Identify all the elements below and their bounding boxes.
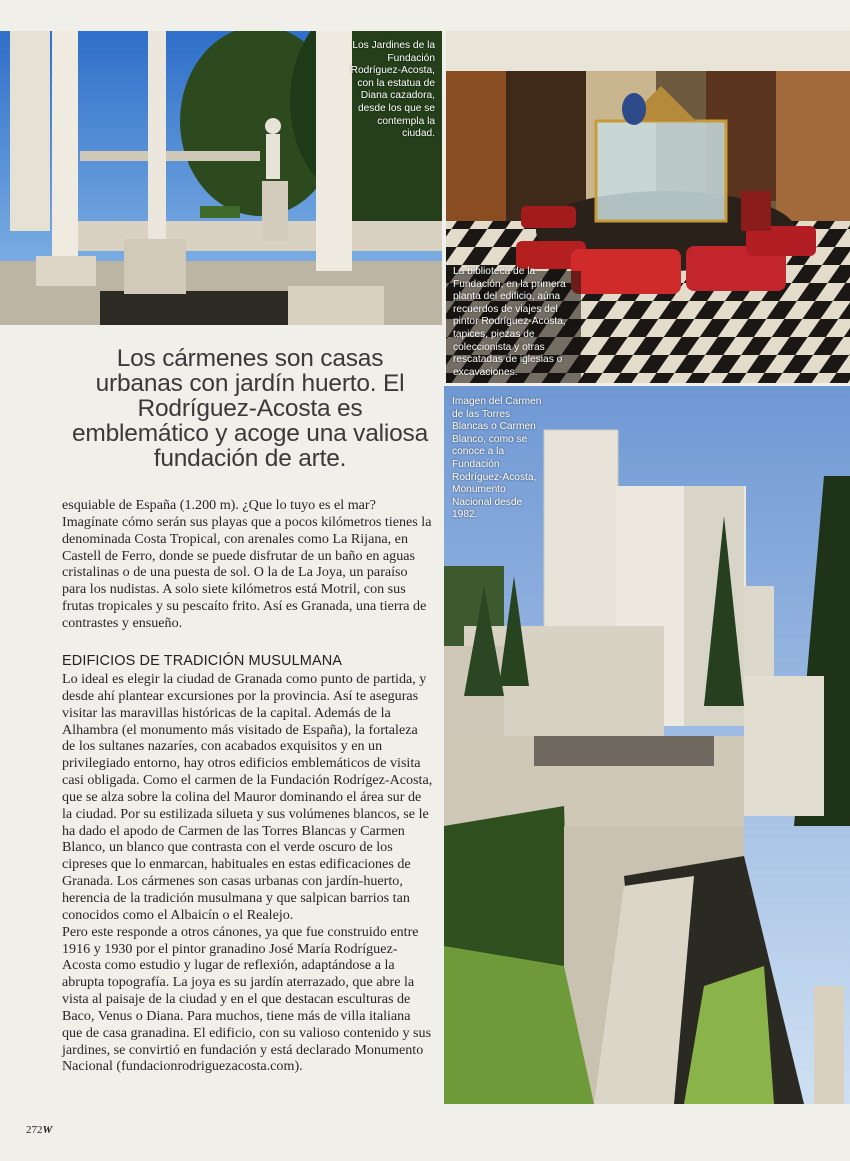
body-paragraph: Pero este responde a otros cánones, ya que fue construido entre 1916 y 1930 por el pintor granadino José María Rodríguez-Acosta como estudio y lugar de reflexión, adaptándose a la abrupta topografía. La joya es su jardín aterrazado, que abre la vista al paisaje de la ciudad y en el que destacan esculturas de Baco, Venus o Diana. Para muchos, tiene más de villa italiana que de casa granadina. El edificio, con su valioso contenido y sus jardines, se convirtió en fundación y está declarado Monumento Nacional (fundacionrodriguezacosta.com). — [62, 923, 432, 1075]
section-heading: EDIFICIOS DE TRADICIÓN MUSULMANA — [62, 653, 343, 669]
library-caption: La biblioteca de la Fundación, en la primera planta del edificio, aúna recuerdos de viajes del pintor Rodríguez-Acosta, tapices, piezas de coleccionista y otras rescatadas de iglesias o excavaciones. — [453, 266, 566, 378]
carmen-caption: Imagen del Carmen de las Torres Blancas o Carmen Blanco, como se conoce a la Fundación Rodríguez-Acosta, Monumento Nacional desde 1982. — [452, 396, 542, 521]
page-number: 272 — [26, 1124, 43, 1136]
body-paragraph: Lo ideal es elegir la ciudad de Granada como punto de partida, y desde ahí plantear excursiones por la provincia. Así te aseguras visitar las maravillas históricas de la capital. Además de la Alhambra (el monumento más visitado de España), la fortaleza de los sultanes nazaríes, con acabados exquisitos y en un privilegiado entorno, hay otros edificios emblemáticos de visita casi obligada. Como el carmen de la Fundación Rodrígez-Acosta, que se alza sobre la colina del Mauror dominando el área sur de la ciudad. Por su estilizada silueta y sus volúmenes blancos, se le ha dado el apodo de Carmen de las Torres Blancas y Carmen Blanco, un blanco que contrasta con el verde oscuro de los cipreses que lo enmarcan, habituales en estas edificaciones de Granada. Los cármenes son casas urbanas con jardín-huerto, herencia de la tradición musulmana y que salpican barrios tan conocidos como el Albaicín o el Realejo. — [62, 671, 433, 923]
pull-quote: Los cármenes son casas urbanas con jardín huerto. El Rodríguez-Acosta es emblemático y acoge una valiosa fundación de arte. — [71, 345, 429, 472]
gardens-caption: Los Jardines de la Fundación Rodríguez-Acosta, con la estatua de Diana cazadora, desde los que se contempla la ciudad. — [350, 40, 435, 140]
body-text-block — [62, 671, 434, 1075]
body-paragraph: esquiable de España (1.200 m). ¿Que lo tuyo es el mar? Imagínate cómo serán sus playas que a pocos kilómetros tienes la denominada Costa Tropical, con arenales como La Rijana, en Castell de Ferro, donde se puede disfrutar de un baño en aguas cristalinas o de una puesta de sol. O la de La Joya, un paraíso para los nudistas. A solo siete kilómetros está Motril, con sus frutas tropicales y su pescaíto frito. Así es Granada, una tierra de contrastes y ensueño. — [62, 497, 432, 631]
magazine-logo: W — [42, 1124, 53, 1136]
page-folio — [26, 1124, 52, 1136]
